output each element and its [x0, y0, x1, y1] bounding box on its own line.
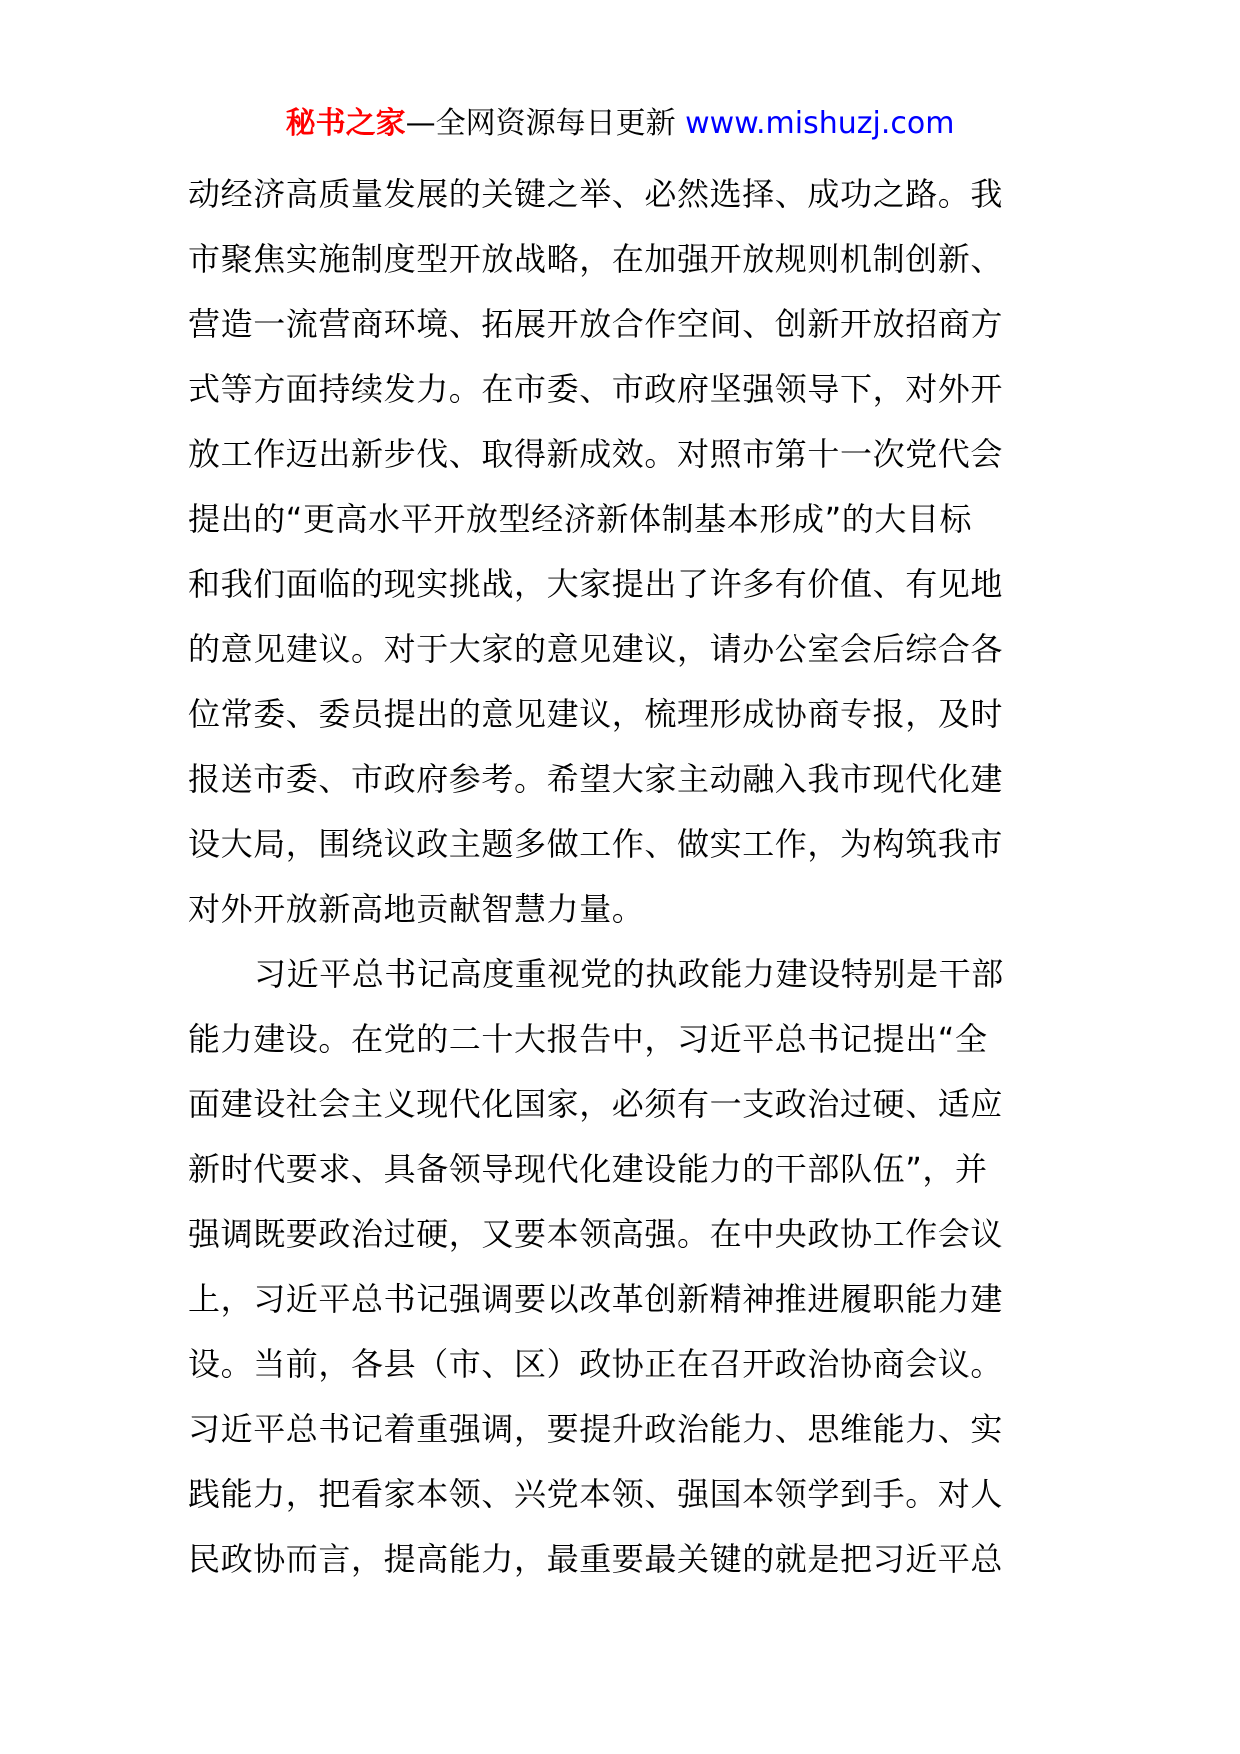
text-line: 习近平总书记高度重视党的执政能力建设特别是干部 [254, 955, 1004, 993]
text-line: 践能力，把看家本领、兴党本领、强国本领学到手。对人 [188, 1475, 1004, 1513]
text-line: 提出的“更高水平开放型经济新体制基本形成”的大目标 [188, 500, 973, 538]
text-line: 营造一流营商环境、拓展开放合作空间、创新开放招商方 [188, 305, 1004, 343]
text-line: 能力建设。在党的二十大报告中，习近平总书记提出“全 [188, 1020, 988, 1058]
text-line: 放工作迈出新步伐、取得新成效。对照市第十一次党代会 [188, 435, 1004, 473]
brand-name: 秘书之家 [285, 106, 406, 141]
document-body [188, 162, 1058, 1592]
text-line: 位常委、委员提出的意见建议，梳理形成协商专报，及时 [188, 695, 1004, 733]
text-line: 上，习近平总书记强调要以改革创新精神推进履职能力建 [188, 1280, 1004, 1318]
text-line: 习近平总书记着重强调，要提升政治能力、思维能力、实 [188, 1410, 1004, 1448]
text-line: 强调既要政治过硬，又要本领高强。在中央政协工作会议 [188, 1215, 1004, 1253]
page-header [0, 100, 1240, 148]
text-line: 式等方面持续发力。在市委、市政府坚强领导下，对外开 [188, 370, 1004, 408]
text-line: 民政协而言，提高能力，最重要最关键的就是把习近平总 [188, 1540, 1004, 1578]
text-line: 设。当前，各县（市、区）政协正在召开政治协商会议。 [188, 1345, 1004, 1383]
text-line: 设大局，围绕议政主题多做工作、做实工作，为构筑我市 [188, 825, 1004, 863]
paragraph-1 [188, 162, 1058, 942]
text-line: 和我们面临的现实挑战，大家提出了许多有价值、有见地 [188, 565, 1004, 603]
header-tagline: —全网资源每日更新 [405, 106, 686, 141]
text-line: 报送市委、市政府参考。希望大家主动融入我市现代化建 [188, 760, 1004, 798]
text-line: 对外开放新高地贡献智慧力量。 [188, 890, 645, 928]
text-line: 新时代要求、具备领导现代化建设能力的干部队伍”，并 [188, 1150, 988, 1188]
text-line: 面建设社会主义现代化国家，必须有一支政治过硬、适应 [188, 1085, 1004, 1123]
text-line: 动经济高质量发展的关键之举、必然选择、成功之路。我 [188, 175, 1004, 213]
text-line: 市聚焦实施制度型开放战略，在加强开放规则机制创新、 [188, 240, 1004, 278]
paragraph-2 [188, 942, 1058, 1592]
site-url-link[interactable]: www.mishuzj.com [685, 106, 955, 141]
text-line: 的意见建议。对于大家的意见建议，请办公室会后综合各 [188, 630, 1004, 668]
